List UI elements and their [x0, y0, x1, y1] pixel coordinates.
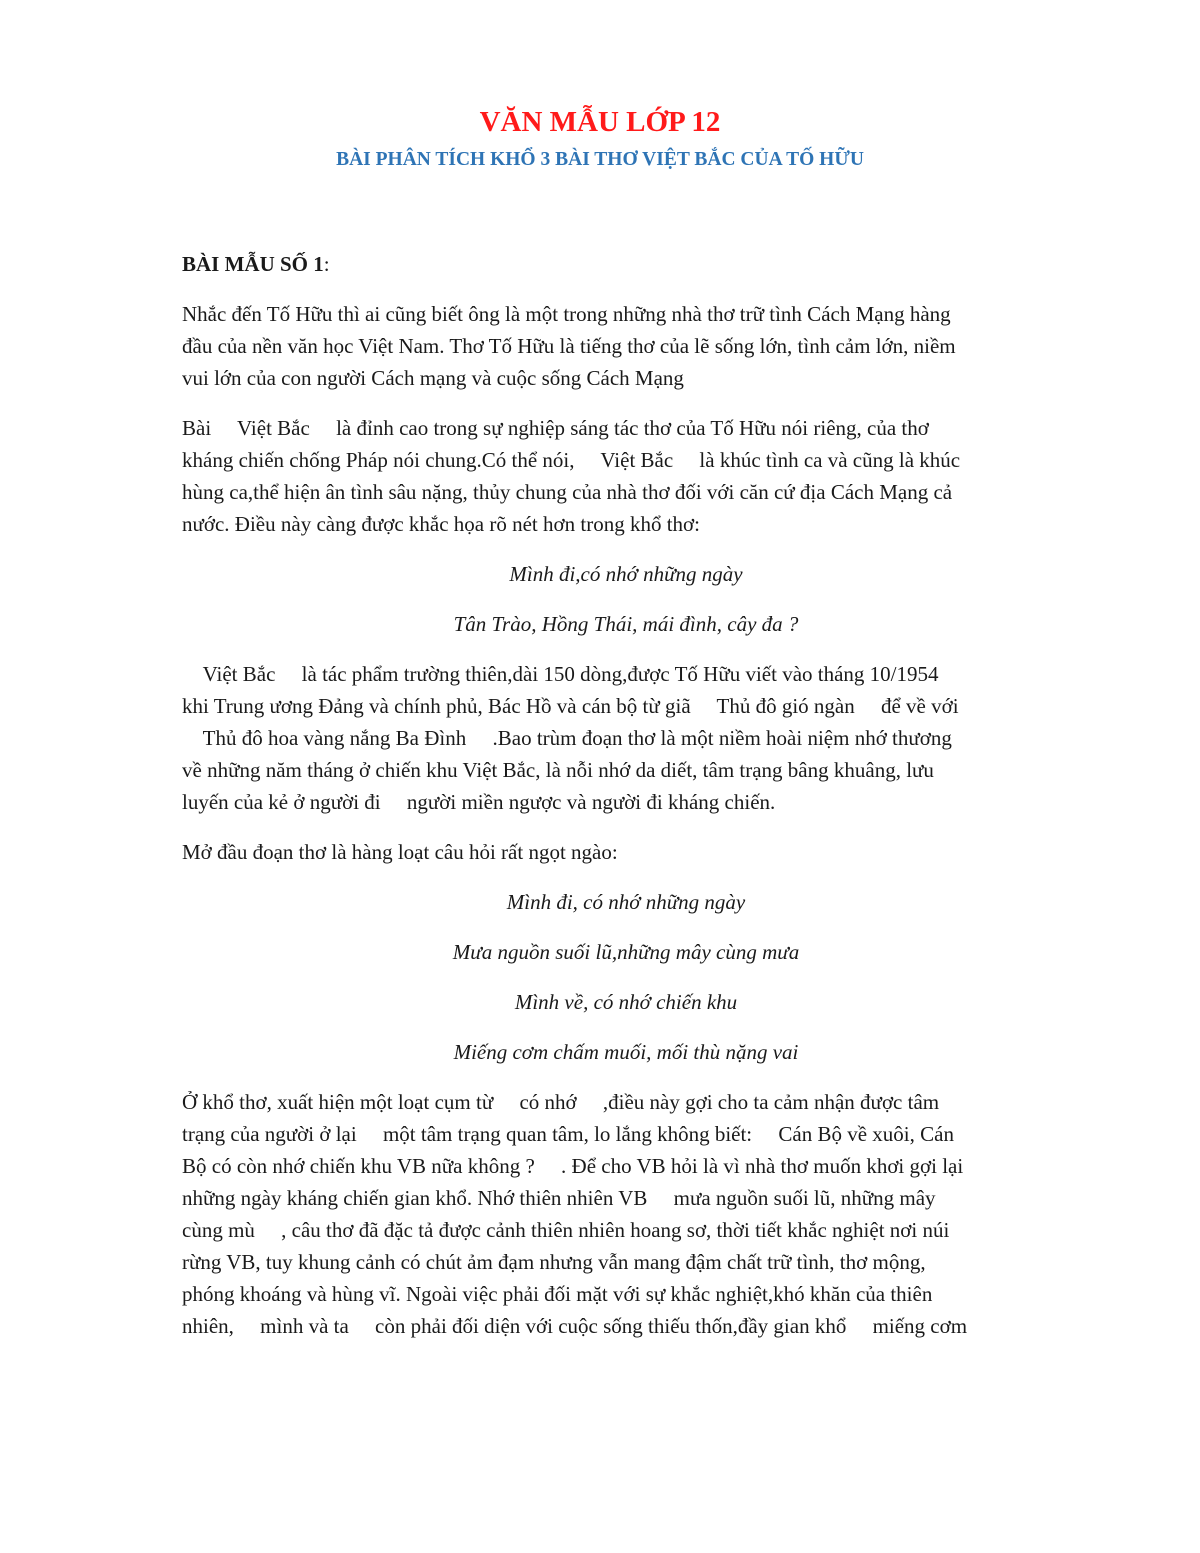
verse-line: Tân Trào, Hồng Thái, mái đình, cây đa ?	[453, 612, 799, 636]
paragraph-line: Bài Việt Bắc là đỉnh cao trong sự nghiệp sáng tác thơ của Tố Hữu nói riêng, của thơ	[182, 416, 929, 440]
paragraph-line: Nhắc đến Tố Hữu thì ai cũng biết ông là một trong những nhà thơ trữ tình Cách Mạng hàng	[182, 302, 951, 326]
paragraph-line: Bộ có còn nhớ chiến khu VB nữa không ? . Để cho VB hỏi là vì nhà thơ muốn khơi gợi lại	[182, 1154, 964, 1178]
paragraph-line: Ở khổ thơ, xuất hiện một loạt cụm từ có nhớ ,điều này gợi cho ta cảm nhận được tâm	[182, 1090, 940, 1114]
paragraph-line: Việt Bắc là tác phẩm trường thiên,dài 150 dòng,được Tố Hữu viết vào tháng 10/1954	[182, 662, 939, 686]
paragraph-line: vui lớn của con người Cách mạng và cuộc sống Cách Mạng	[182, 366, 684, 390]
verse-line: Miếng cơm chấm muối, mối thù nặng vai	[453, 1040, 799, 1064]
paragraph-line: nước. Điều này càng được khắc họa rõ nét hơn trong khổ thơ:	[182, 512, 700, 536]
section-heading-colon: :	[323, 252, 330, 276]
paragraph-line: luyến của kẻ ở người đi người miền ngược và người đi kháng chiến.	[182, 790, 776, 814]
document-body	[182, 248, 1070, 1360]
paragraph-line: Mở đầu đoạn thơ là hàng loạt câu hỏi rất ngọt ngào:	[182, 840, 618, 864]
paragraph-1	[182, 298, 1070, 394]
paragraph-line: những ngày kháng chiến gian khổ. Nhớ thiên nhiên VB mưa nguồn suối lũ, những mây	[182, 1186, 936, 1210]
paragraph-line: rừng VB, tuy khung cảnh có chút ảm đạm nhưng vẫn mang đậm chất trữ tình, thơ mộng,	[182, 1250, 926, 1274]
paragraph-2	[182, 412, 1070, 540]
paragraph-line: đầu của nền văn học Việt Nam. Thơ Tố Hữu là tiếng thơ của lẽ sống lớn, tình cảm lớn, niềm	[182, 334, 956, 358]
paragraph-line: nhiên, mình và ta còn phải đối diện với cuộc sống thiếu thốn,đầy gian khổ miếng cơm	[182, 1314, 968, 1338]
section-heading-text: BÀI MẪU SỐ 1	[182, 252, 324, 276]
paragraph-5	[182, 1086, 1070, 1342]
section-heading	[182, 248, 1070, 280]
paragraph-line: phóng khoáng và hùng vĩ. Ngoài việc phải đối mặt với sự khắc nghiệt,khó khăn của thiên	[182, 1282, 933, 1306]
verse-line: Mình đi, có nhớ những ngày	[506, 890, 746, 914]
document-title: VĂN MẪU LỚP 12	[479, 106, 721, 138]
paragraph-line: hùng ca,thể hiện ân tình sâu nặng, thủy chung của nhà thơ đối với căn cứ địa Cách Mạng cả	[182, 480, 953, 504]
verse-line: Mình đi,có nhớ những ngày	[509, 562, 743, 586]
paragraph-line: khi Trung ương Đảng và chính phủ, Bác Hồ và cán bộ từ giã Thủ đô gió ngàn để về với	[182, 694, 959, 718]
paragraph-4	[182, 836, 1070, 868]
verse-line: Mưa nguồn suối lũ,những mây cùng mưa	[452, 940, 800, 964]
paragraph-line: về những năm tháng ở chiến khu Việt Bắc, là nỗi nhớ da diết, tâm trạng bâng khuâng, lưu	[182, 758, 934, 782]
paragraph-line: Thủ đô hoa vàng nắng Ba Đình .Bao trùm đoạn thơ là một niềm hoài niệm nhớ thương	[182, 726, 952, 750]
verse-line: Mình về, có nhớ chiến khu	[514, 990, 738, 1014]
paragraph-line: cùng mù , câu thơ đã đặc tả được cảnh thiên nhiên hoang sơ, thời tiết khắc nghiệt nơi núi	[182, 1218, 950, 1242]
paragraph-line: trạng của người ở lại một tâm trạng quan tâm, lo lắng không biết: Cán Bộ về xuôi, Cán	[182, 1122, 954, 1146]
paragraph-line: kháng chiến chống Pháp nói chung.Có thể nói, Việt Bắc là khúc tình ca và cũng là khúc	[182, 448, 961, 472]
document-subtitle: BÀI PHÂN TÍCH KHỔ 3 BÀI THƠ VIỆT BẮC CỦA TỐ HỮU	[336, 149, 864, 170]
paragraph-3	[182, 658, 1070, 818]
